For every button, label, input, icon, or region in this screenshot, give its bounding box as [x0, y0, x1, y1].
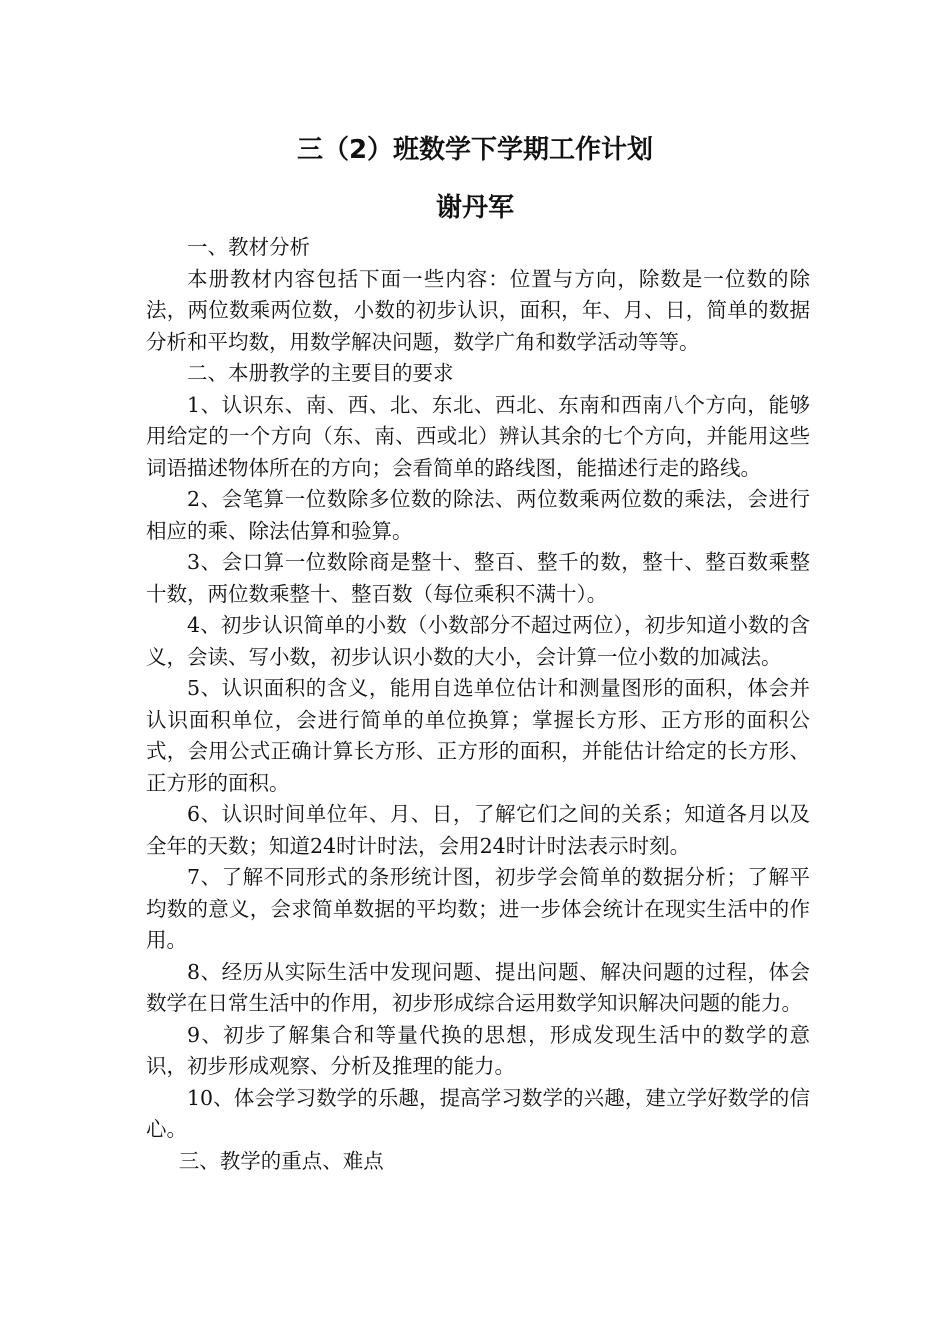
- paragraph: 7、了解不同形式的条形统计图，初步学会简单的数据分析；了解平均数的意义，会求简单数据的平均数；进一步体会统计在现实生活中的作用。: [146, 865, 810, 952]
- paragraph: 9、初步了解集合和等量代换的思想，形成发现生活中的数学的意识，初步形成观察、分析及推理的能力。: [146, 1022, 810, 1078]
- section-heading: 三、教学的重点、难点: [178, 1148, 384, 1173]
- document-author: 谢丹军: [435, 193, 514, 223]
- paragraph: 本册教材内容包括下面一些内容：位置与方向，除数是一位数的除法，两位数乘两位数，小数的初步认识，面积，年、月、日，简单的数据分析和平均数，用数学解决问题，数学广角和数学活动等等。: [146, 266, 810, 354]
- paragraph: 4、初步认识简单的小数（小数部分不超过两位），初步知道小数的含义，会读、写小数，初步认识小数的大小，会计算一位小数的加减法。: [146, 613, 810, 669]
- document-body: [146, 232, 810, 1177]
- document-title: 三（2）班数学下学期工作计划: [296, 135, 654, 165]
- paragraph: 6、认识时间单位年、月、日，了解它们之间的关系；知道各月以及全年的天数；知道24时计时法，会用24时计时法表示时刻。: [146, 802, 810, 858]
- section-heading: 一、教材分析: [187, 235, 310, 259]
- paragraph: 3、会口算一位数除商是整十、整百、整千的数，整十、整百数乘整十数，两位数乘整十、整百数（每位乘积不满十）。: [146, 550, 810, 606]
- paragraph: 2、会笔算一位数除多位数的除法、两位数乘两位数的乘法，会进行相应的乘、除法估算和验算。: [146, 487, 810, 543]
- section-heading: 二、本册教学的主要目的要求: [187, 361, 454, 385]
- paragraph: 10、体会学习数学的乐趣，提高学习数学的兴趣，建立学好数学的信心。: [146, 1085, 810, 1141]
- paragraph: 8、经历从实际生活中发现问题、提出问题、解决问题的过程，体会数学在日常生活中的作用，初步形成综合运用数学知识解决问题的能力。: [146, 959, 810, 1015]
- paragraph: 1、认识东、南、西、北、东北、西北、东南和西南八个方向，能够用给定的一个方向（东、南、西或北）辨认其余的七个方向，并能用这些词语描述物体所在的方向；会看简单的路线图，能描述行走的路线。: [146, 392, 810, 480]
- paragraph: 5、认识面积的含义，能用自选单位估计和测量图形的面积，体会并认识面积单位，会进行简单的单位换算；掌握长方形、正方形的面积公式，会用公式正确计算长方形、正方形的面积，并能估计给定的长方形、正方形的面积。: [146, 676, 810, 795]
